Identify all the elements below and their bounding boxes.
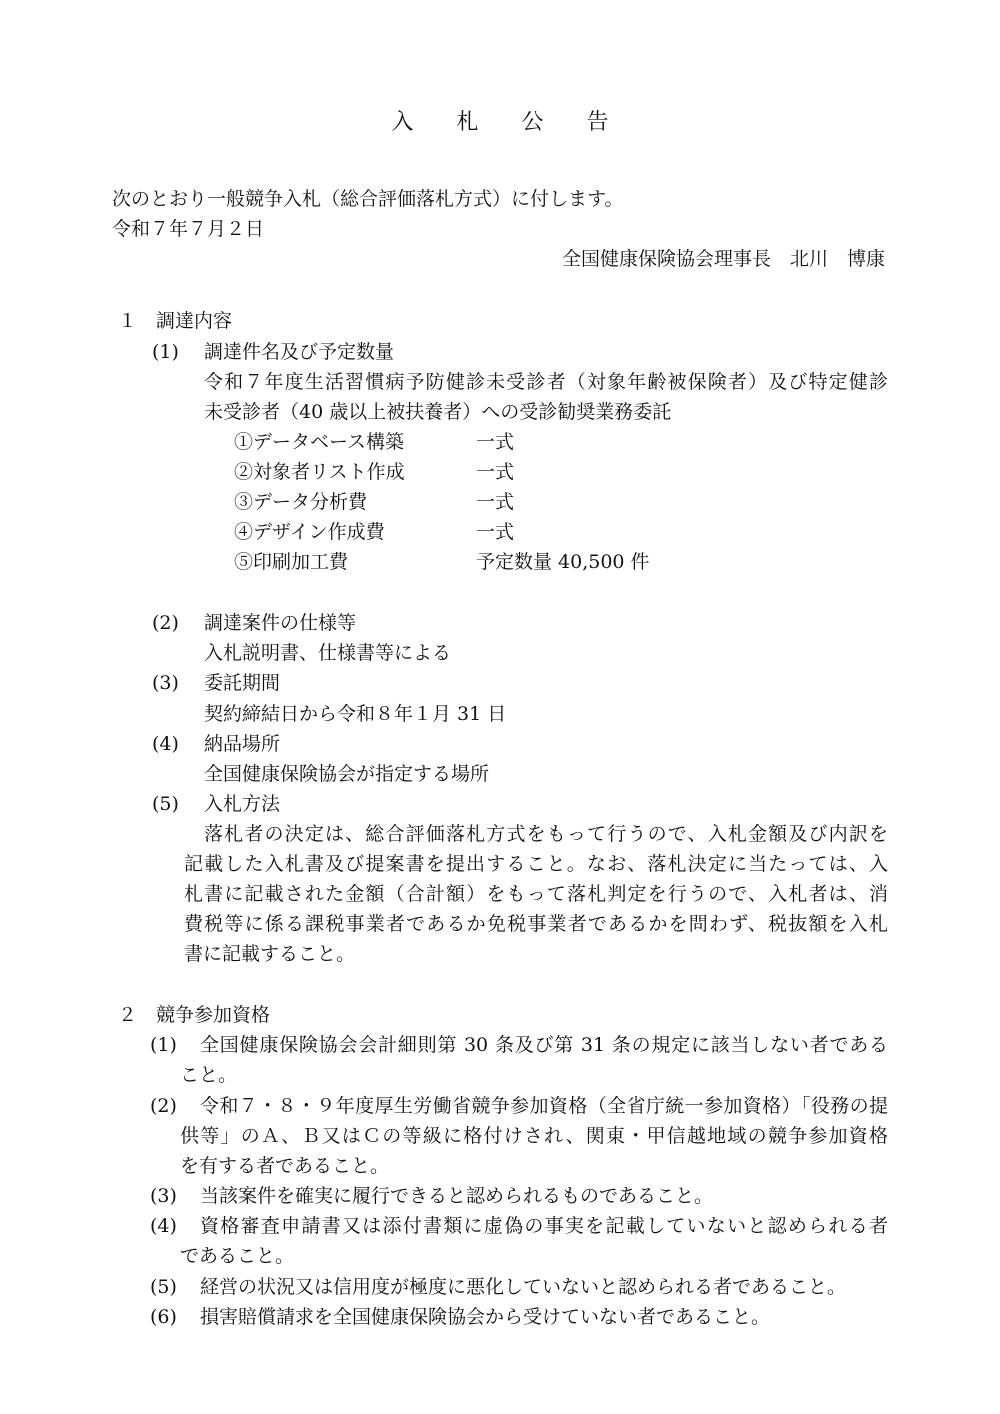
qualification-line: 経営の状況又は信用度が極度に悪化していないと認められる者であること。 — [200, 1276, 847, 1298]
qualification-line: 損害賠償請求を全国健康保険協会から受けていない者であること。 — [200, 1306, 771, 1328]
issuer-text: 全国健康保険協会理事長 北川 博康 — [561, 248, 885, 270]
qualification-line: 令和７・８・９年度厚生労働省競争参加資格（全省庁統一参加資格）「役務の提 — [200, 1095, 888, 1117]
qualification-line: こと。 — [180, 1064, 238, 1086]
bidding-method-line: 落札者の決定は、総合評価落札方式をもって行うので、入札金額及び内訳を — [204, 823, 888, 845]
quantity-item-name: ④デザイン作成費 — [234, 521, 385, 543]
section1-item1-title: 調達件名及び予定数量 — [204, 341, 395, 363]
section1-item5-title: 入札方法 — [204, 793, 281, 815]
qualification-line: 資格審査申請書又は添付書類に虚偽の事実を記載していないと認められる者 — [200, 1215, 888, 1237]
quantity-item-name: ①データベース構築 — [234, 431, 405, 453]
qualification-line: 全国健康保険協会会計細則第 30 条及び第 31 条の規定に該当しない者である — [200, 1034, 888, 1056]
quantity-item-qty: 一式 — [476, 461, 515, 483]
section1-item4-title: 納品場所 — [204, 733, 281, 755]
date-text: 令和７年７月２日 — [112, 218, 265, 240]
intro-text: 次のとおり一般競争入札（総合評価落札方式）に付します。 — [112, 188, 624, 210]
section1-item3-label: (3) — [152, 672, 179, 694]
quantity-item-name: ⑤印刷加工費 — [234, 551, 349, 573]
qualification-line: を有する者であること。 — [180, 1155, 390, 1177]
document-title: 入 札 公 告 — [391, 110, 627, 135]
quantity-item-name: ②対象者リスト作成 — [234, 461, 405, 483]
section1-item2-title: 調達案件の仕様等 — [204, 612, 357, 634]
bidding-method-line: 費税等に係る課税事業者であるか免税事業者であるかを問わず、税抜額を入札 — [184, 913, 888, 935]
qualification-label: (6) — [150, 1306, 177, 1328]
section2-heading: ２ 競争参加資格 — [118, 1004, 271, 1026]
bidding-method-line: 書に記載すること。 — [184, 943, 356, 965]
section1-item4-label: (4) — [152, 733, 179, 755]
section1-item2-label: (2) — [152, 612, 179, 634]
quantity-item-qty: 一式 — [476, 491, 515, 513]
bidding-method-line: 札書に記載された金額（合計額）をもって落札判定を行うので、入札者は、消 — [184, 883, 888, 905]
quantity-item-qty: 一式 — [476, 431, 515, 453]
qualification-line: であること。 — [180, 1245, 295, 1267]
qualification-label: (3) — [150, 1185, 177, 1207]
bidding-method-line: 記載した入札書及び提案書を提出すること。なお、落札決定に当たっては、入 — [184, 853, 888, 875]
qualification-label: (2) — [150, 1095, 177, 1117]
quantity-item-qty: 予定数量 40,500 件 — [476, 551, 650, 573]
qualification-line: 当該案件を確実に履行できると認められるものであること。 — [200, 1185, 714, 1207]
qualification-label: (5) — [150, 1276, 177, 1298]
section1-item4-body: 全国健康保険協会が指定する場所 — [204, 763, 490, 785]
section1-item5-label: (5) — [152, 793, 179, 815]
section1-item1-label: (1) — [152, 341, 179, 363]
section1-heading: １ 調達内容 — [118, 310, 233, 332]
procurement-subject-line: 令和７年度生活習慣病予防健診未受診者（対象年齢被保険者）及び特定健診 — [204, 371, 888, 393]
quantity-item-qty: 一式 — [476, 521, 515, 543]
qualification-label: (4) — [150, 1215, 177, 1237]
procurement-subject-line: 未受診者（40 歳以上被扶養者）への受診勧奨業務委託 — [204, 401, 672, 423]
quantity-item-name: ③データ分析費 — [234, 491, 368, 513]
qualification-label: (1) — [150, 1034, 177, 1056]
section1-item3-body: 契約締結日から令和８年１月 31 日 — [204, 703, 507, 725]
section1-item2-body: 入札説明書、仕様書等による — [204, 642, 452, 664]
section1-item3-title: 委託期間 — [204, 672, 281, 694]
qualification-line: 供等」のＡ、Ｂ又はＣの等級に格付けされ、関東・甲信越地域の競争参加資格 — [180, 1125, 888, 1147]
